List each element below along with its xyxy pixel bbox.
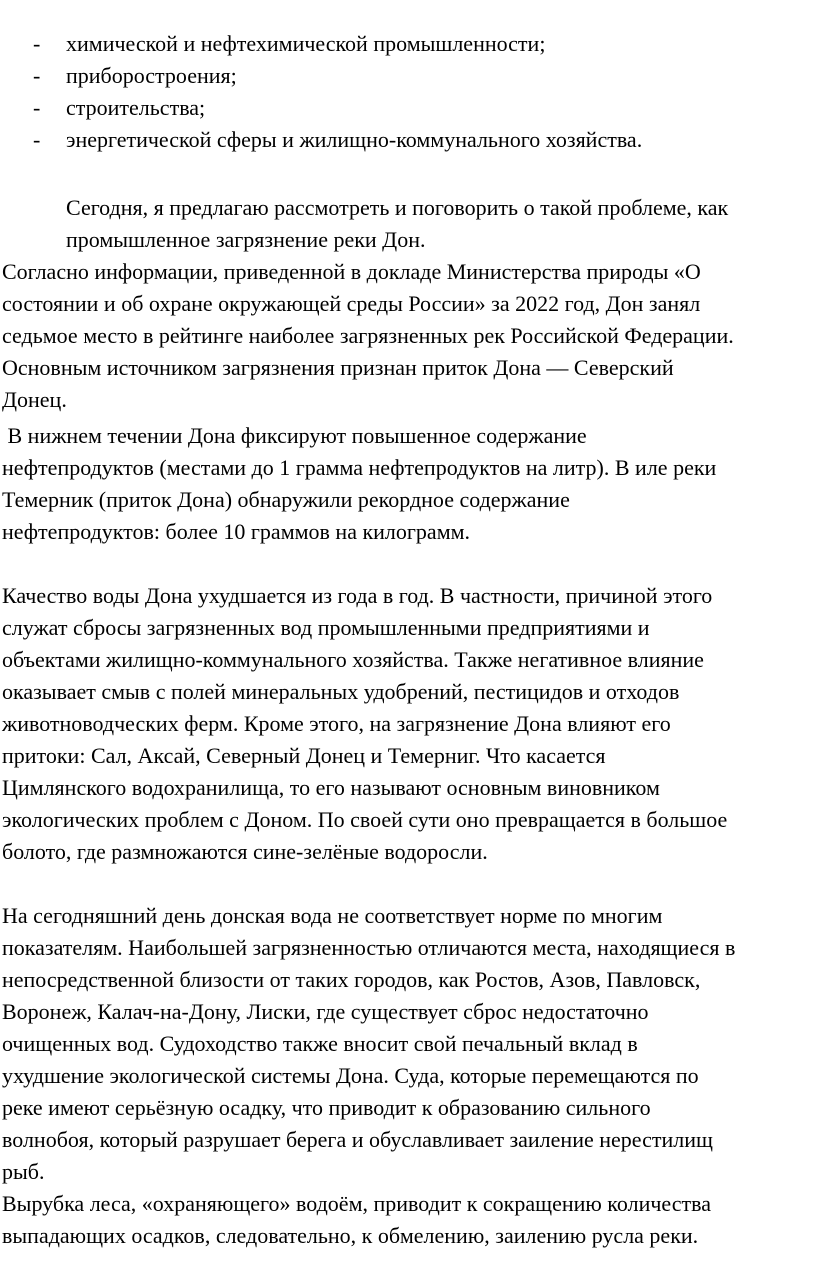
text-line: экологических проблем с Доном. По своей сути оно превращается в большое [2,807,728,832]
paragraph-ministry-report [2,256,814,416]
text-line: Воронеж, Калач-на-Дону, Лиски, где существует сброс недостаточно [2,999,649,1024]
text-line: состоянии и об охране окружающей среды России» за 2022 год, Дон занял [2,291,701,316]
text-line: нефтепродуктов (местами до 1 грамма нефтепродуктов на литр). В иле реки [2,455,717,480]
text-line: выпадающих осадков, следовательно, к обмелению, заилению русла реки. [2,1223,699,1248]
text-line: нефтепродуктов: более 10 граммов на килограмм. [2,519,471,544]
bullet-dash: - [33,127,41,152]
paragraph-current-state [2,900,814,1188]
bullet-dash: - [33,95,41,120]
text-line: реке имеют серьёзную осадку, что приводит к образованию сильного [2,1095,651,1120]
text-line: очищенных вод. Судоходство также вносит свой печальный вклад в [2,1031,638,1056]
text-line: Согласно информации, приведенной в докладе Министерства природы «О [2,259,701,284]
bullet-item [0,92,816,124]
bullet-text: энергетической сферы и жилищно-коммунального хозяйства. [66,127,643,152]
text-line: Качество воды Дона ухудшается из года в год. В частности, причиной этого [2,583,713,608]
text-line: Темерник (приток Дона) обнаружили рекордное содержание [2,487,570,512]
bullet-text: приборостроения; [66,63,237,88]
text-line: волнобоя, который разрушает берега и обуславливает заиление нерестилищ [2,1127,713,1152]
text-line: Основным источником загрязнения признан приток Дона — Северский [2,355,674,380]
text-line: Цимлянского водохранилища, то его называют основным виновником [2,775,660,800]
bullet-text: строительства; [66,95,206,120]
text-line: На сегодняшний день донская вода не соответствует норме по многим [2,903,663,928]
paragraph-deforestation [2,1188,814,1252]
text-line: Сегодня, я предлагаю рассмотреть и поговорить о такой проблеме, как [66,195,729,220]
text-line: болото, где размножаются сине-зелёные водоросли. [2,839,488,864]
text-line: В нижнем течении Дона фиксируют повышенное содержание [2,423,587,448]
bullet-dash: - [33,31,41,56]
intro-paragraph [66,192,814,256]
text-line: ухудшение экологической системы Дона. Суда, которые перемещаются по [2,1063,699,1088]
text-line: Донец. [2,387,67,412]
bullet-dash: - [33,63,41,88]
paragraph-oil-products [2,420,814,548]
bullet-item [0,124,816,156]
bullet-text: химической и нефтехимической промышленности; [66,31,546,56]
industry-bullet-list [0,28,816,156]
text-line: рыб. [2,1159,45,1184]
text-line: Вырубка леса, «охраняющего» водоём, приводит к сокращению количества [2,1191,711,1216]
text-line: притоки: Сал, Аксай, Северный Донец и Темерниг. Что касается [2,743,606,768]
bullet-item [0,28,816,60]
text-line: промышленное загрязнение реки Дон. [66,227,426,252]
text-line: непосредственной близости от таких городов, как Ростов, Азов, Павловск, [2,967,701,992]
text-line: оказывает смыв с полей минеральных удобрений, пестицидов и отходов [2,679,680,704]
text-line: показателям. Наибольшей загрязненностью отличаются места, находящиеся в [2,935,736,960]
bullet-item [0,60,816,92]
text-line: седьмое место в рейтинге наиболее загрязненных рек Российской Федерации. [2,323,734,348]
paragraph-water-quality [2,580,814,868]
text-line: служат сбросы загрязненных вод промышленными предприятиями и [2,615,650,640]
text-line: объектами жилищно-коммунального хозяйства. Также негативное влияние [2,647,704,672]
text-line: животноводческих ферм. Кроме этого, на загрязнение Дона влияют его [2,711,671,736]
